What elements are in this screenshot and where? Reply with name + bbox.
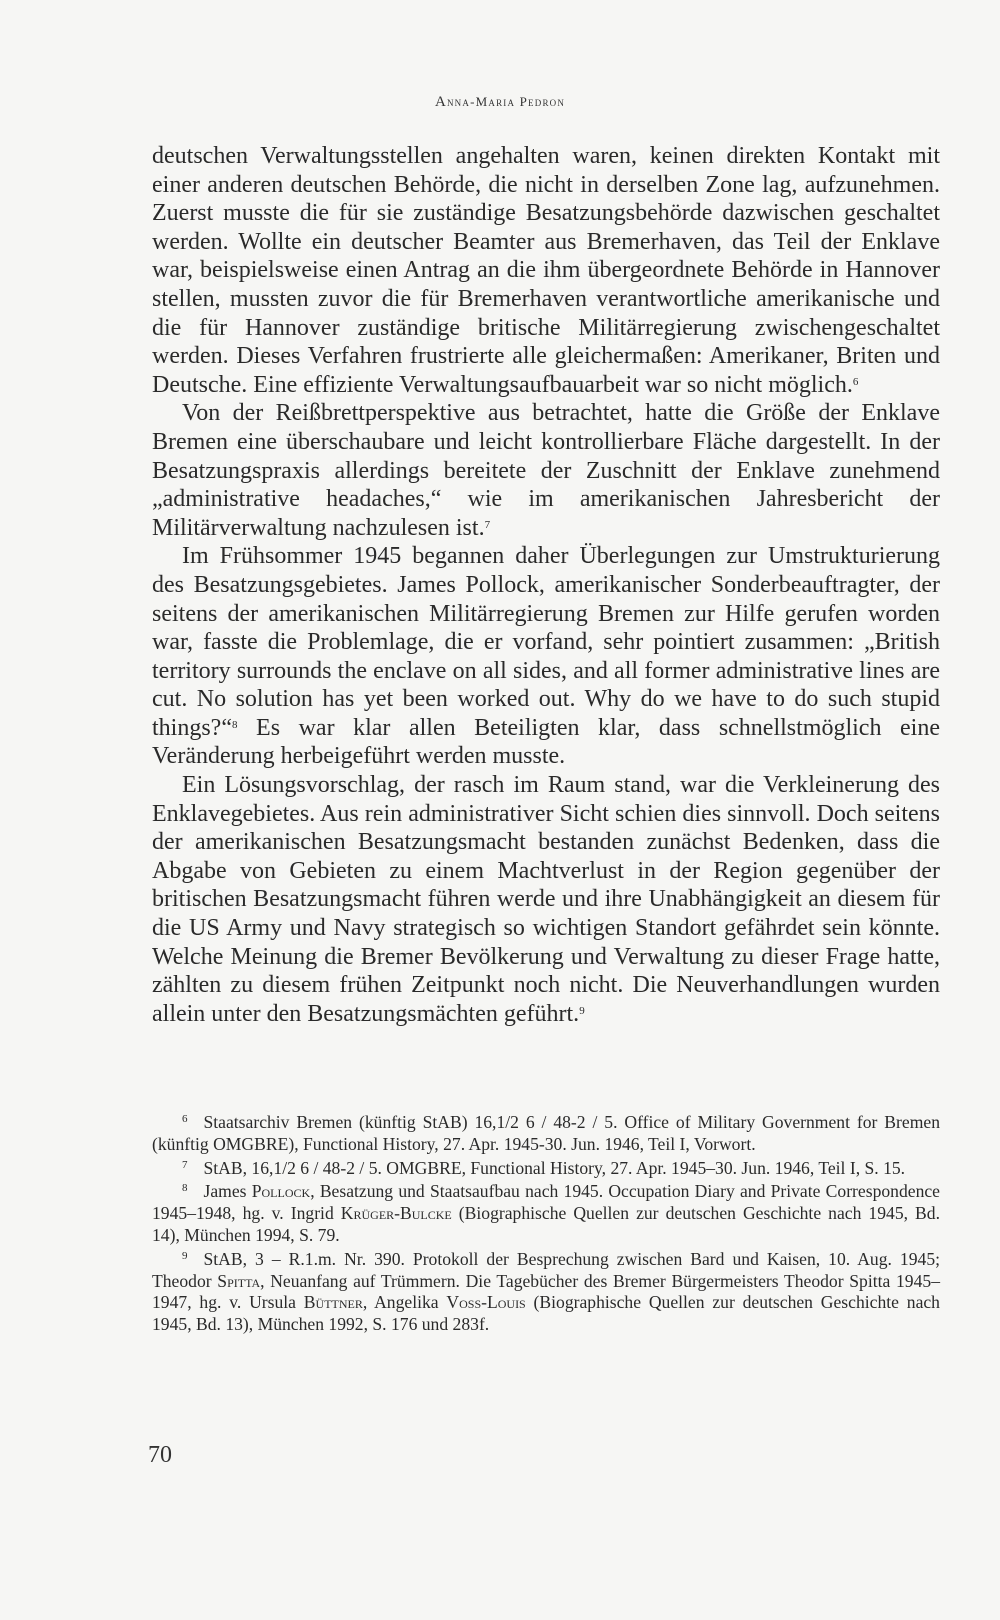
footnote-ref-9: 9 bbox=[579, 1004, 585, 1017]
footnote-text: James bbox=[203, 1181, 252, 1202]
footnote-text: , Neuanfang auf Trümmern. Die Tagebücher des Bremer Bürgermeisters Theodor Spitta 1945–1947, hg. v. Ursula bbox=[152, 1270, 940, 1313]
footnote-number: 6 bbox=[182, 1113, 188, 1125]
paragraph-1-text: deutschen Verwaltungsstellen angehalten waren, keinen direkten Kontakt mit einer anderen deutschen Behörde, die nicht in derselben Zone lag, aufzunehmen. Zuerst musste die für sie zuständige Besatzungsbehörde dazwischen geschaltet werden. Wollte ein deutscher Beamter aus Bremerhaven, das Teil der Enklave war, beispielsweise einen Antrag an die ihm übergeordnete Behörde in Hannover stellen, mussten zuvor die für Bremerhaven verantwortliche amerikanische und die für Hannover zuständige britische Militärregierung zwischengeschaltet werden. Dieses Verfahren frustrierte alle gleichermaßen: Amerikaner, Briten und Deutsche. Eine effiziente Verwaltungsaufbauarbeit war so nicht möglich. bbox=[152, 143, 940, 398]
footnote-9 bbox=[152, 1249, 940, 1336]
footnote-text: (Biographische Quellen zur deutschen Geschichte nach 1945, Bd. 14), München 1994, S. 79. bbox=[152, 1203, 940, 1245]
footnote-ref-8: 8 bbox=[231, 718, 238, 731]
author-name: Krüger-Bulcke bbox=[340, 1203, 452, 1224]
paragraph-4 bbox=[152, 771, 940, 1028]
paragraph-2-text: Von der Reißbrettperspektive aus betrachtet, hatte die Größe der Enklave Bremen eine überschaubare und leicht kontrollierbare Fläche dargestellt. In der Besatzungspraxis allerdings bereitete der Zuschnitt der Enklave zunehmend „administrative headaches,“ wie im amerikanischen Jahresbericht der Militärverwaltung nachzulesen ist. bbox=[152, 400, 940, 541]
footnote-7 bbox=[152, 1158, 940, 1180]
footnote-6 bbox=[152, 1112, 940, 1156]
paragraph-4-text: Ein Lösungsvorschlag, der rasch im Raum stand, war die Verkleinerung des Enklavegebietes. Aus rein administrativer Sicht schien dies sinnvoll. Doch seitens der amerikanischen Besatzungsmacht bestanden zunächst Bedenken, dass die Abgabe von Gebieten zu einem Machtverlust in der Region gegenüber der britischen Besatzungsmacht führen werde und ihre Unabhängigkeit an diesem für die US Army und Navy strategisch so wichtigen Standort gefährdet sein könnte. Welche Meinung die Bremer Bevölkerung und Verwaltung zu dieser Frage hatte, zählten zu diesem frühen Zeitpunkt noch nicht. Die Neuverhandlungen wurden allein unter den Besatzungsmächten geführt. bbox=[152, 772, 940, 1027]
footnote-8 bbox=[152, 1181, 940, 1246]
footnote-text: StAB, 16,1/2 6 / 48-2 / 5. OMGBRE, Functional History, 27. Apr. 1945–30. Jun. 1946, Teil I, S. 15. bbox=[203, 1157, 906, 1178]
paragraph-3-text-a: Im Frühsommer 1945 begannen daher Überlegungen zur Umstrukturierung des Besatzungsgebietes. James Pollock, amerikanischer Sonderbeauftragter, der seitens der amerikanischen Militärregierung Bremen zur Hilfe gerufen worden war, fasste die Problemlage, die er vorfand, sehr pointiert zusammen: „British territory surrounds the enclave on all sides, and all former administrative lines are cut. No solution has yet been worked out. Why do we have to do such stupid things?“ bbox=[152, 543, 940, 741]
footnotes bbox=[152, 1112, 940, 1338]
footnote-text: (Biographische Quellen zur deutschen Geschichte nach 1945, Bd. 13), München 1992, S. 176 und 283f. bbox=[152, 1292, 940, 1335]
footnote-text: , Besatzung und Staatsaufbau nach 1945. Occupation Diary and Private Correspondence 1945–1948, hg. v. Ingrid bbox=[152, 1181, 940, 1224]
paragraph-3-text-b: Es war klar allen Beteiligten klar, dass schnellstmöglich eine Veränderung herbeigeführt werden musste. bbox=[152, 714, 940, 770]
body-text bbox=[152, 142, 940, 1028]
footnote-number: 7 bbox=[182, 1158, 188, 1171]
running-head bbox=[0, 94, 1000, 111]
footnote-number: 9 bbox=[182, 1249, 188, 1262]
running-head-author: nna-Maria Pedron bbox=[446, 94, 566, 109]
page-number: 70 bbox=[148, 1442, 172, 1468]
footnote-text: StAB, 3 – R.1.m. Nr. 390. Protokoll der Besprechung zwischen Bard und Kaisen, 10. Aug. 1945; Theodor bbox=[152, 1248, 940, 1291]
author-name: Büttner bbox=[303, 1292, 363, 1313]
footnote-ref-6: 6 bbox=[852, 375, 859, 388]
author-name: Spitta bbox=[217, 1270, 261, 1291]
footnote-ref-7: 7 bbox=[484, 518, 491, 531]
author-name: Voss-Louis bbox=[446, 1292, 526, 1313]
paragraph-1 bbox=[152, 142, 940, 399]
footnote-text: Staatsarchiv Bremen (künftig StAB) 16,1/2 6 / 48-2 / 5. Office of Military Government for Bremen (künftig OMGBRE), Functional History, 27. Apr. 1945-30. Jun. 1946, Teil I, Vorwort. bbox=[152, 1112, 940, 1154]
paragraph-3 bbox=[152, 542, 940, 771]
author-name: Pollock bbox=[251, 1181, 311, 1202]
running-head-initial: A bbox=[434, 94, 447, 110]
footnote-text: , Angelika bbox=[362, 1292, 447, 1313]
footnote-number: 8 bbox=[182, 1182, 188, 1195]
paragraph-2 bbox=[152, 399, 940, 542]
